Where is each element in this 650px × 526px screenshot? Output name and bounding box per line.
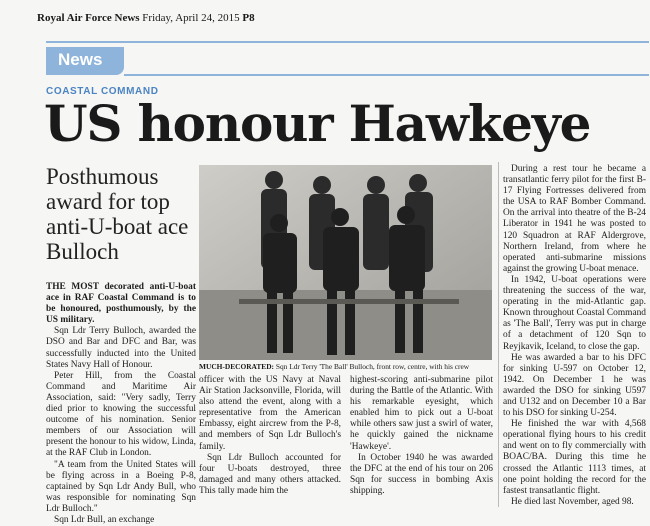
paragraph: In 1942, U-boat operations were threatening the success of the war, operating in the mid-Atlantic gap. Known throughout Coastal Command as 'The Ball', Terry was put in charge of a detachment of 120 Sqn to Reyjkavik, Iceland, to close the gap. (503, 274, 646, 352)
section-rule (124, 74, 649, 76)
paragraph: "A team from the United States will be flying across in a Boeing P-8, captained by Sqn Ldr Andy Bull, who was responsible for nominating Sqn Ldr Bulloch." (46, 459, 196, 514)
section-tab-label: News (58, 50, 103, 69)
paragraph: highest-scoring anti-submarine pilot during the Battle of the Atlantic. With his remarkable eyesight, which enabled him to pick out a U-boat while others saw just a swirl of water, he quickly gained the nickname 'Hawkeye'. (350, 375, 493, 452)
masthead (37, 12, 255, 24)
section-tab (46, 47, 124, 75)
page-number: P8 (242, 12, 255, 24)
article-column-2 (199, 375, 341, 497)
paragraph: During a rest tour he became a transatlantic ferry pilot for the first B-17 Flying Fortresses delivered from the USA to RAF Bomber Command. On the arrival into theatre of the B-24 Liberator in 1941 he was posted to 120 Squadron at RAF Aldergrove, Northern Ireland, from where he operated anti-submarine missions against the growing U-boat menace. (503, 164, 646, 274)
kicker: COASTAL COMMAND (46, 86, 159, 97)
issue-date: Friday, April 24, 2015 (142, 12, 240, 24)
publication-name: Royal Air Force News (37, 12, 140, 24)
lead-paragraph: THE MOST decorated anti-U-boat ace in RAF Coastal Command is to be honoured, posthumously, by the US military. (46, 282, 196, 326)
paragraph: Sqn Ldr Bull, an exchange (54, 514, 155, 525)
column-divider (498, 162, 499, 507)
article-column-1 (46, 282, 196, 526)
caption-text: Sqn Ldr Terry 'The Ball' Bulloch, front row, centre, with his crew (275, 362, 470, 371)
article-column-4 (503, 164, 646, 508)
article-column-3 (350, 375, 493, 497)
crew-photo (199, 165, 492, 360)
photo-caption (199, 362, 499, 371)
deck: Posthumous award for top anti-U-boat ace Bulloch (46, 164, 189, 264)
paragraph: He was awarded a bar to his DFC for sinking U-597 on October 12, 1942. On December 1 he was awarded the DSO for sinking U597 and U132 and on December 10 a Bar to his DSO for sinking U-254. (503, 352, 646, 419)
paragraph: officer with the US Navy at Naval Air Station Jacksonville, Florida, will also attend the event, along with a representative from the American Embassy, eight aircrew from the P-8, and members of Sqn Ldr Bulloch's family. (199, 375, 341, 452)
paragraph: Sqn Ldr Bulloch accounted for four U-boats destroyed, three damaged and many others attacked. This tally made him the (199, 452, 341, 496)
paragraph: He finished the war with 4,568 operational flying hours to his credit and went on to fly commercially with BOAC/BA. During this time he crossed the Atlantic 1113 times, at one point holding the record for the fastest transatlantic flight. (503, 419, 646, 496)
paragraph: He died last November, aged 98. (511, 496, 634, 507)
headline: US honour Hawkeye (44, 94, 591, 153)
header-rule (46, 41, 649, 43)
paragraph: In October 1940 he was awarded the DFC at the end of his tour on 206 Sqn for success in bombing Axis shipping. (350, 452, 493, 496)
caption-label: MUCH-DECORATED: (199, 362, 274, 371)
paragraph: Peter Hill, from the Coastal Command and Maritime Air Association, said: "Very sadly, Terry died prior to knowing the successful outcome of his nomination. Senior members of our Association will present the honour to his widow, Linda, at the RAF Club in London. (46, 370, 196, 459)
paragraph: Sqn Ldr Terry Bulloch, awarded the DSO and Bar and DFC and Bar, was successfully inducted into the United States Navy Hall of Honour. (46, 326, 196, 370)
